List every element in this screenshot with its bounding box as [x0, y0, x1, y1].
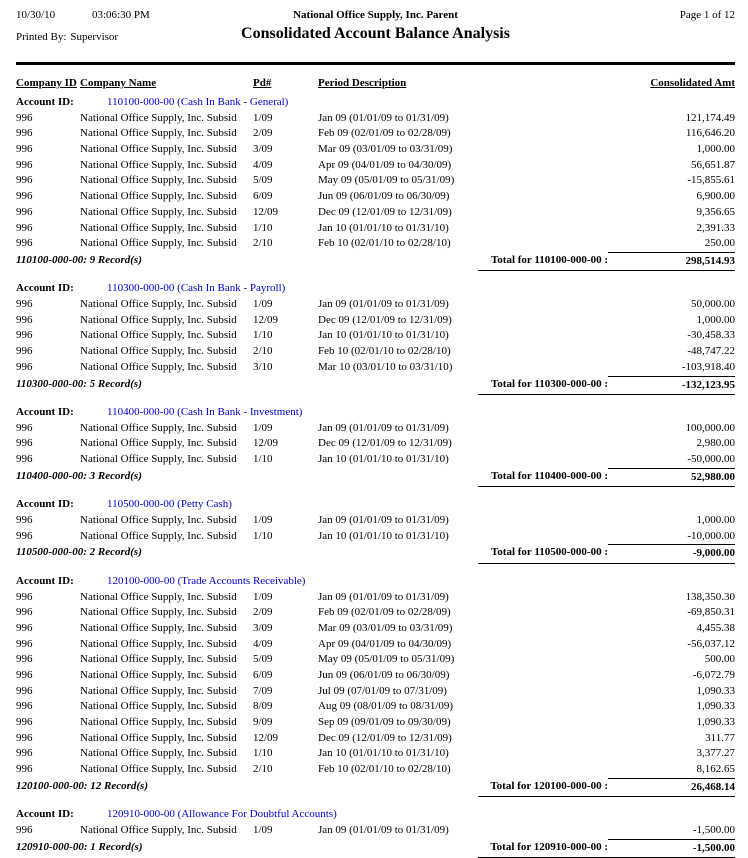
table-row — [16, 111, 735, 127]
account-section — [16, 574, 735, 797]
consolidated-amt-cell: 138,350.30 — [685, 590, 735, 603]
consolidated-amt-cell: 1,000.00 — [696, 143, 735, 156]
period-number-cell: 2/10 — [253, 763, 273, 776]
period-description-cell: Dec 09 (12/01/09 to 12/31/09) — [318, 731, 452, 744]
table-row — [16, 513, 735, 529]
period-description-cell: Jun 09 (06/01/09 to 06/30/09) — [318, 190, 450, 203]
period-description-cell: Dec 09 (12/01/09 to 12/31/09) — [318, 437, 452, 450]
account-id-label: Account ID: — [16, 808, 74, 821]
account-header-row — [16, 95, 735, 111]
company-id-cell: 996 — [16, 621, 33, 634]
company-id-cell: 996 — [16, 221, 33, 234]
consolidated-amt-cell: 311.77 — [705, 731, 735, 744]
period-description-cell: Apr 09 (04/01/09 to 04/30/09) — [318, 637, 452, 650]
period-description-cell: Jun 09 (06/01/09 to 06/30/09) — [318, 668, 450, 681]
printed-by-value: Supervisor — [70, 31, 119, 43]
account-section — [16, 95, 735, 271]
consolidated-amt-cell: -48,747.22 — [687, 345, 735, 358]
consolidated-amt-cell: 8,162.65 — [696, 763, 735, 776]
consolidated-amt-cell: 3,377.27 — [696, 747, 735, 760]
company-name-cell: National Office Supply, Inc. Subsid — [80, 747, 237, 760]
period-description-cell: Jan 10 (01/01/10 to 01/31/10) — [318, 747, 449, 760]
period-description-cell: Dec 09 (12/01/09 to 12/31/09) — [318, 205, 452, 218]
period-number-cell: 12/09 — [253, 731, 279, 744]
period-number-cell: 1/10 — [253, 747, 273, 760]
account-header-row — [16, 807, 735, 823]
company-id-cell: 996 — [16, 668, 33, 681]
account-section — [16, 281, 735, 395]
company-id-cell: 996 — [16, 453, 33, 466]
total-label: Total for 110500-000-00 : — [490, 546, 608, 559]
period-description-cell: Jan 10 (01/01/10 to 01/31/10) — [318, 453, 449, 466]
section-total-row — [16, 468, 735, 485]
company-id-cell: 996 — [16, 111, 33, 124]
table-row — [16, 452, 735, 468]
record-count: 110500-000-00: 2 Record(s) — [16, 546, 142, 559]
consolidated-amt-cell: 1,000.00 — [696, 313, 735, 326]
total-underline — [478, 796, 735, 797]
period-number-cell: 1/09 — [253, 111, 273, 124]
period-description-cell: Aug 09 (08/01/09 to 08/31/09) — [318, 700, 454, 713]
period-description-cell: Jan 09 (01/01/09 to 01/31/09) — [318, 513, 449, 526]
period-number-cell: 2/09 — [253, 127, 273, 140]
period-number-cell: 8/09 — [253, 700, 273, 713]
company-name-cell: National Office Supply, Inc. Subsid — [80, 205, 237, 218]
column-header-period-description: Period Description — [318, 77, 407, 89]
total-label: Total for 120100-000-00 : — [490, 779, 608, 792]
period-number-cell: 3/09 — [253, 621, 273, 634]
account-id-label: Account ID: — [16, 498, 74, 511]
page-number: Page 1 of 12 — [679, 9, 735, 21]
company-id-cell: 996 — [16, 345, 33, 358]
period-description-cell: Jan 09 (01/01/09 to 01/31/09) — [318, 421, 449, 434]
period-description-cell: May 09 (05/01/09 to 05/31/09) — [318, 174, 455, 187]
report-title: Consolidated Account Balance Analysis — [241, 25, 510, 42]
table-row — [16, 421, 735, 437]
company-name-cell: National Office Supply, Inc. Subsid — [80, 437, 237, 450]
company-name-cell: National Office Supply, Inc. Subsid — [80, 529, 237, 542]
consolidated-amt-cell: 9,356.65 — [696, 205, 735, 218]
report-header — [16, 0, 735, 65]
period-number-cell: 1/09 — [253, 421, 273, 434]
column-header-consolidated-amt: Consolidated Amt — [650, 77, 735, 89]
consolidated-amt-cell: -6,072.79 — [692, 668, 735, 681]
period-number-cell: 1/09 — [253, 513, 273, 526]
section-total-row — [16, 252, 735, 269]
account-id-link[interactable]: 110100-000-00 (Cash In Bank - General) — [107, 96, 289, 108]
period-description-cell: May 09 (05/01/09 to 05/31/09) — [318, 653, 455, 666]
company-id-cell: 996 — [16, 747, 33, 760]
company-id-cell: 996 — [16, 313, 33, 326]
table-row — [16, 715, 735, 731]
table-row — [16, 158, 735, 174]
period-number-cell: 5/09 — [253, 653, 273, 666]
column-header-company-id: Company ID — [16, 77, 77, 89]
column-header-company-name: Company Name — [80, 77, 157, 89]
consolidated-amt-cell: -10,000.00 — [687, 529, 735, 542]
section-total-row — [16, 544, 735, 561]
table-row — [16, 360, 735, 376]
company-name-cell: National Office Supply, Inc. Subsid — [80, 421, 237, 434]
company-name-cell: National Office Supply, Inc. Subsid — [80, 668, 237, 681]
period-description-cell: Jan 10 (01/01/10 to 01/31/10) — [318, 329, 449, 342]
record-count: 120100-000-00: 12 Record(s) — [16, 779, 148, 792]
total-underline — [478, 563, 735, 564]
company-name-cell: National Office Supply, Inc. Subsid — [80, 637, 237, 650]
company-id-cell: 996 — [16, 421, 33, 434]
period-description-cell: Feb 09 (02/01/09 to 02/28/09) — [318, 127, 451, 140]
company-name-cell: National Office Supply, Inc. Subsid — [80, 313, 237, 326]
period-number-cell: 12/09 — [253, 205, 279, 218]
period-description-cell: Feb 09 (02/01/09 to 02/28/09) — [318, 606, 451, 619]
consolidated-amt-cell: 2,391.33 — [696, 221, 735, 234]
company-name-cell: National Office Supply, Inc. Subsid — [80, 763, 237, 776]
company-name-cell: National Office Supply, Inc. Subsid — [80, 143, 237, 156]
account-id-link[interactable]: 110500-000-00 (Petty Cash) — [107, 498, 232, 511]
company-id-cell: 996 — [16, 205, 33, 218]
company-id-cell: 996 — [16, 360, 33, 373]
company-id-cell: 996 — [16, 823, 33, 836]
company-name-cell: National Office Supply, Inc. Subsid — [80, 653, 237, 666]
company-name-cell: National Office Supply, Inc. Subsid — [80, 606, 237, 619]
column-header-row — [16, 77, 735, 92]
company-id-cell: 996 — [16, 158, 33, 171]
period-description-cell: Sep 09 (09/01/09 to 09/30/09) — [318, 716, 451, 728]
company-id-cell: 996 — [16, 653, 33, 666]
period-number-cell: 1/09 — [253, 823, 273, 836]
company-id-cell: 996 — [16, 127, 33, 140]
consolidated-amt-cell: -56,037.12 — [687, 637, 735, 650]
consolidated-amt-cell: 2,980.00 — [696, 437, 735, 450]
consolidated-amt-cell: -15,855.61 — [687, 174, 735, 187]
table-row — [16, 637, 735, 653]
account-id-link[interactable]: 110300-000-00 (Cash In Bank - Payroll) — [107, 282, 286, 295]
period-description-cell: Jul 09 (07/01/09 to 07/31/09) — [318, 684, 447, 697]
period-description-cell: Jan 09 (01/01/09 to 01/31/09) — [318, 823, 449, 836]
record-count: 110100-000-00: 9 Record(s) — [16, 253, 142, 266]
account-section — [16, 807, 735, 858]
company-id-cell: 996 — [16, 637, 33, 650]
company-name-cell: National Office Supply, Inc. Subsid — [80, 684, 237, 697]
account-section — [16, 497, 735, 564]
consolidated-amt-cell: 1,090.33 — [696, 684, 735, 697]
table-row — [16, 344, 735, 360]
table-row — [16, 731, 735, 747]
company-id-cell: 996 — [16, 606, 33, 619]
period-number-cell: 6/09 — [253, 668, 273, 681]
consolidated-amt-cell: 1,090.33 — [696, 700, 735, 713]
period-description-cell: Dec 09 (12/01/09 to 12/31/09) — [318, 313, 452, 326]
table-row — [16, 313, 735, 329]
company-id-cell: 996 — [16, 174, 33, 187]
total-underline — [478, 486, 735, 487]
table-row — [16, 142, 735, 158]
consolidated-amt-cell: 121,174.49 — [685, 111, 735, 124]
table-row — [16, 436, 735, 452]
company-name-cell: National Office Supply, Inc. Subsid — [80, 174, 237, 187]
total-underline — [478, 270, 735, 271]
account-header-row — [16, 574, 735, 590]
period-number-cell: 4/09 — [253, 637, 273, 650]
consolidated-amt-cell: 6,900.00 — [696, 190, 735, 203]
table-row — [16, 590, 735, 606]
table-row — [16, 529, 735, 545]
total-underline — [478, 394, 735, 395]
account-id-link[interactable]: 110400-000-00 (Cash In Bank - Investment) — [107, 406, 303, 418]
table-row — [16, 297, 735, 313]
record-count: 120910-000-00: 1 Record(s) — [16, 840, 143, 853]
account-header-row — [16, 405, 735, 421]
period-description-cell: Jan 10 (01/01/10 to 01/31/10) — [318, 529, 449, 542]
total-amount: 26,468.14 — [608, 778, 735, 795]
account-id-link[interactable]: 120910-000-00 (Allowance For Doubtful Accounts) — [107, 808, 337, 821]
consolidated-amt-cell: -50,000.00 — [687, 453, 735, 466]
total-amount: 52,980.00 — [608, 468, 735, 485]
section-total-row — [16, 839, 735, 856]
company-id-cell: 996 — [16, 684, 33, 697]
consolidated-amt-cell: -103,918.40 — [681, 360, 735, 373]
company-name-cell: National Office Supply, Inc. Subsid — [80, 360, 237, 373]
period-description-cell: Apr 09 (04/01/09 to 04/30/09) — [318, 158, 452, 171]
company-name-cell: National Office Supply, Inc. Subsid — [80, 158, 237, 171]
consolidated-amt-cell: -69,850.31 — [687, 606, 735, 619]
table-row — [16, 328, 735, 344]
period-number-cell: 1/10 — [253, 329, 273, 342]
period-number-cell: 7/09 — [253, 684, 273, 697]
period-number-cell: 3/10 — [253, 360, 273, 373]
company-name-cell: National Office Supply, Inc. Subsid — [80, 513, 237, 526]
period-description-cell: Mar 10 (03/01/10 to 03/31/10) — [318, 360, 453, 373]
consolidated-amt-cell: 100,000.00 — [685, 421, 735, 434]
total-amount: 298,514.93 — [608, 252, 735, 269]
table-row — [16, 823, 735, 839]
company-name-cell: National Office Supply, Inc. Subsid — [80, 329, 237, 342]
company-id-cell: 996 — [16, 298, 33, 311]
period-description-cell: Feb 10 (02/01/10 to 02/28/10) — [318, 763, 451, 776]
print-time: 03:06:30 PM — [92, 9, 150, 21]
period-number-cell: 2/09 — [253, 606, 273, 619]
period-number-cell: 1/10 — [253, 221, 273, 234]
company-name-cell: National Office Supply, Inc. Subsid — [80, 221, 237, 234]
table-row — [16, 668, 735, 684]
section-total-row — [16, 778, 735, 795]
account-header-row — [16, 281, 735, 297]
table-row — [16, 699, 735, 715]
company-id-cell: 996 — [16, 513, 33, 526]
company-name-cell: National Office Supply, Inc. Subsid — [80, 453, 237, 466]
company-name-cell: National Office Supply, Inc. Subsid — [80, 823, 237, 836]
total-amount: -1,500.00 — [608, 839, 735, 856]
total-label: Total for 120910-000-00 : — [490, 840, 608, 853]
company-id-cell: 996 — [16, 190, 33, 203]
period-description-cell: Jan 09 (01/01/09 to 01/31/09) — [318, 590, 449, 603]
company-name-cell: National Office Supply, Inc. Subsid — [80, 345, 237, 358]
table-row — [16, 221, 735, 237]
period-number-cell: 1/09 — [253, 298, 273, 311]
consolidated-amt-cell: 250.00 — [704, 237, 735, 250]
total-amount: -132,123.95 — [608, 376, 735, 393]
account-id-label: Account ID: — [16, 282, 74, 295]
section-total-row — [16, 376, 735, 393]
table-row — [16, 205, 735, 221]
consolidated-amt-cell: 116,646.20 — [685, 127, 735, 140]
period-number-cell: 1/10 — [253, 529, 273, 542]
printed-by-label: Printed By: — [16, 31, 67, 43]
consolidated-amt-cell: 50,000.00 — [691, 298, 735, 311]
consolidated-amt-cell: -1,500.00 — [692, 823, 735, 836]
period-description-cell: Jan 09 (01/01/09 to 01/31/09) — [318, 111, 449, 124]
company-name-cell: National Office Supply, Inc. Subsid — [80, 700, 237, 713]
period-number-cell: 3/09 — [253, 143, 273, 156]
table-row — [16, 189, 735, 205]
total-label: Total for 110300-000-00 : — [490, 377, 608, 390]
company-id-cell: 996 — [16, 731, 33, 744]
consolidated-amt-cell: -30,458.33 — [687, 329, 735, 342]
company-id-cell: 996 — [16, 437, 33, 450]
company-id-cell: 996 — [16, 716, 33, 728]
total-label: Total for 110400-000-00 : — [490, 469, 608, 482]
account-id-label: Account ID: — [16, 96, 74, 108]
company-name-cell: National Office Supply, Inc. Subsid — [80, 716, 237, 728]
table-row — [16, 652, 735, 668]
consolidated-amt-cell: 1,000.00 — [696, 513, 735, 526]
company-name-cell: National Office Supply, Inc. Subsid — [80, 731, 237, 744]
account-id-label: Account ID: — [16, 574, 74, 587]
company-id-cell: 996 — [16, 529, 33, 542]
record-count: 110300-000-00: 5 Record(s) — [16, 377, 142, 390]
period-description-cell: Mar 09 (03/01/09 to 03/31/09) — [318, 621, 453, 634]
period-number-cell: 6/09 — [253, 190, 273, 203]
period-description-cell: Jan 10 (01/01/10 to 01/31/10) — [318, 221, 449, 234]
period-description-cell: Mar 09 (03/01/09 to 03/31/09) — [318, 143, 453, 156]
company-id-cell: 996 — [16, 143, 33, 156]
report-body — [16, 95, 735, 858]
account-id-link[interactable]: 120100-000-00 (Trade Accounts Receivable) — [107, 574, 306, 587]
company-name-cell: National Office Supply, Inc. Subsid — [80, 111, 237, 124]
table-row — [16, 236, 735, 252]
table-row — [16, 173, 735, 189]
company-name-cell: National Office Supply, Inc. Subsid — [80, 621, 237, 634]
period-number-cell: 1/10 — [253, 453, 273, 466]
table-row — [16, 746, 735, 762]
company-title: National Office Supply, Inc. Parent — [293, 9, 458, 21]
company-id-cell: 996 — [16, 237, 33, 250]
period-number-cell: 9/09 — [253, 716, 273, 728]
table-row — [16, 605, 735, 621]
consolidated-amt-cell: 56,651.87 — [691, 158, 735, 171]
company-name-cell: National Office Supply, Inc. Subsid — [80, 190, 237, 203]
company-id-cell: 996 — [16, 329, 33, 342]
record-count: 110400-000-00: 3 Record(s) — [16, 469, 142, 482]
table-row — [16, 684, 735, 700]
period-number-cell: 2/10 — [253, 345, 273, 358]
period-number-cell: 12/09 — [253, 437, 279, 450]
period-description-cell: Feb 10 (02/01/10 to 02/28/10) — [318, 237, 451, 250]
company-id-cell: 996 — [16, 700, 33, 713]
account-id-label: Account ID: — [16, 406, 74, 418]
table-row — [16, 762, 735, 778]
account-header-row — [16, 497, 735, 513]
period-number-cell: 12/09 — [253, 313, 279, 326]
company-id-cell: 996 — [16, 763, 33, 776]
company-id-cell: 996 — [16, 590, 33, 603]
company-name-cell: National Office Supply, Inc. Subsid — [80, 237, 237, 250]
period-description-cell: Jan 09 (01/01/09 to 01/31/09) — [318, 298, 449, 311]
consolidated-amt-cell: 500.00 — [704, 653, 735, 666]
period-description-cell: Feb 10 (02/01/10 to 02/28/10) — [318, 345, 451, 358]
period-number-cell: 4/09 — [253, 158, 273, 171]
company-name-cell: National Office Supply, Inc. Subsid — [80, 127, 237, 140]
period-number-cell: 2/10 — [253, 237, 273, 250]
total-label: Total for 110100-000-00 : — [490, 253, 608, 266]
period-number-cell: 5/09 — [253, 174, 273, 187]
table-row — [16, 621, 735, 637]
account-section — [16, 405, 735, 487]
print-date: 10/30/10 — [16, 9, 56, 21]
total-amount: -9,000.00 — [608, 544, 735, 561]
consolidated-amt-cell: 4,455.38 — [696, 621, 735, 634]
column-header-pd: Pd# — [253, 77, 272, 89]
company-name-cell: National Office Supply, Inc. Subsid — [80, 298, 237, 311]
period-number-cell: 1/09 — [253, 590, 273, 603]
company-name-cell: National Office Supply, Inc. Subsid — [80, 590, 237, 603]
table-row — [16, 126, 735, 142]
consolidated-amt-cell: 1,090.33 — [696, 716, 735, 728]
